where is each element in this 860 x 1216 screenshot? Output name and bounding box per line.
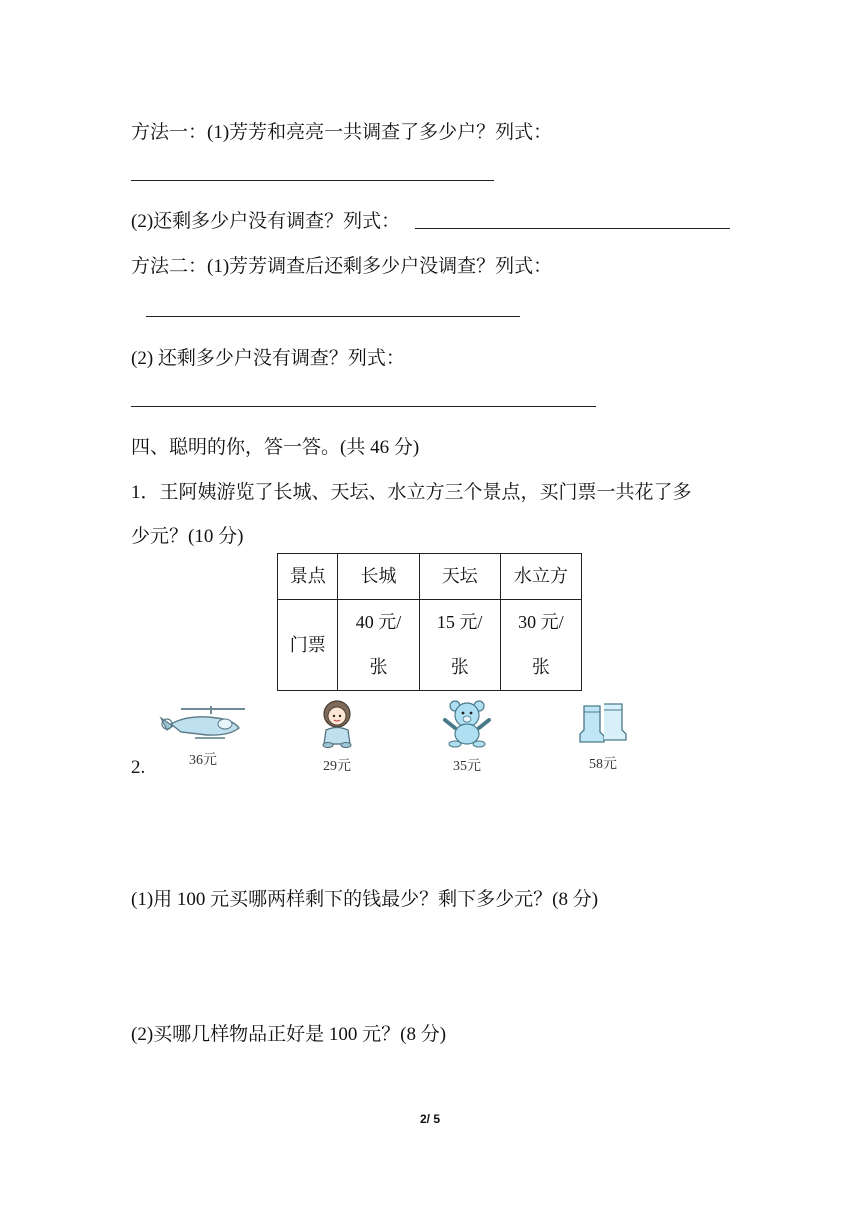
item-boots (568, 700, 638, 773)
problem1-text-line2: 少元？(10 分) (131, 526, 244, 547)
answer-blank[interactable] (415, 228, 730, 229)
item-price: 58元 (589, 757, 617, 772)
item-price: 36元 (189, 753, 217, 768)
table-header-cell: 天坛 (419, 554, 500, 600)
doll-icon (314, 698, 360, 748)
problem2-question1: (1)用 100 元买哪两样剩下的钱最少？剩下多少元？(8 分) (131, 889, 599, 910)
method1-question1: 方法一：(1)芳芳和亮亮一共调查了多少户？列式： (131, 122, 553, 143)
item-doll (302, 698, 372, 775)
table-cell: 15 元/ 张 (419, 600, 500, 691)
table-cell: 30 元/ 张 (500, 600, 581, 691)
table-header-cell: 长城 (338, 554, 419, 600)
item-teddy-bear (432, 698, 502, 775)
problem1-text-line1: 1．王阿姨游览了长城、天坛、水立方三个景点，买门票一共花了多 (131, 482, 692, 503)
helicopter-icon (159, 702, 247, 742)
method1-question2: (2)还剩多少户没有调查？列式： (131, 211, 401, 232)
boots-icon (574, 700, 632, 746)
item-price: 35元 (453, 759, 481, 774)
table-header-cell: 水立方 (500, 554, 581, 600)
section-heading: 四、聪明的你，答一答。(共 46 分) (131, 437, 420, 458)
answer-blank[interactable] (131, 406, 596, 407)
answer-blank[interactable] (146, 316, 520, 317)
table-header-row (278, 554, 582, 600)
method2-question2: (2) 还剩多少户没有调查？列式： (131, 348, 405, 369)
page-number: 2/ 5 (419, 1112, 440, 1126)
item-price: 29元 (323, 759, 351, 774)
table-cell: 40 元/ 张 (338, 600, 419, 691)
ticket-price-table (277, 553, 582, 691)
item-helicopter (158, 702, 248, 769)
table-header-cell: 景点 (278, 554, 338, 600)
problem2-number: 2. (131, 757, 146, 778)
table-row (278, 600, 582, 691)
method2-question1: 方法二：(1)芳芳调查后还剩多少户没调查？列式： (131, 256, 553, 277)
teddy-bear-icon (441, 698, 493, 748)
answer-blank[interactable] (131, 180, 494, 181)
table-row-label: 门票 (278, 600, 338, 691)
problem2-question2: (2)买哪几样物品正好是 100 元？(8 分) (131, 1024, 447, 1045)
